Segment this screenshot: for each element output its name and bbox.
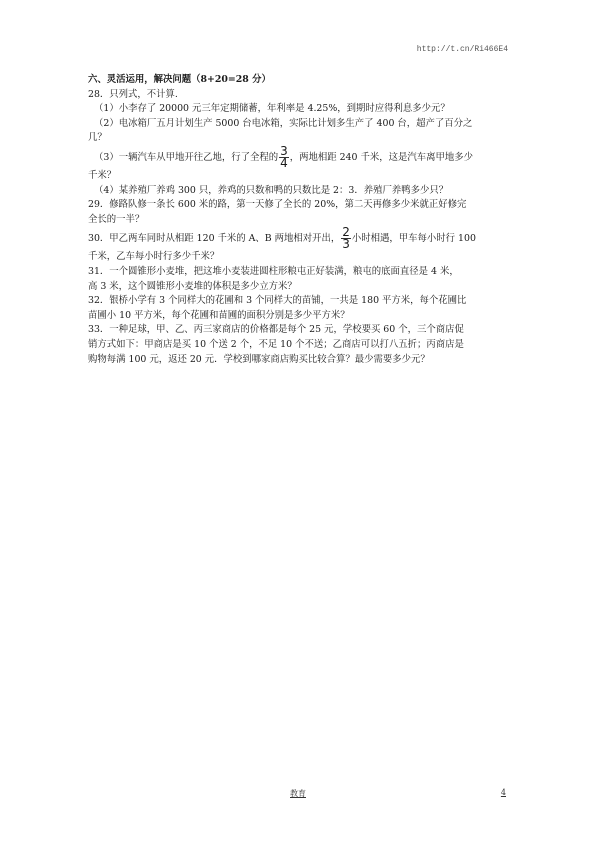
footer-label <box>0 788 596 799</box>
fraction-denominator: 4 <box>280 155 288 170</box>
fraction-denominator: 3 <box>342 237 350 252</box>
q28-part2-line1: （2）电冰箱厂五月计划生产 5000 台电冰箱，实际比计划多生产了 400 台，超产了百分之 <box>94 117 473 129</box>
exam-content <box>88 73 508 367</box>
q30-line2: 千米，乙车每小时行多少千米？ <box>88 251 220 263</box>
q30-text-a: 30．甲乙两车同时从相距 120 千米的 A、B 两地相对开出， <box>88 233 341 245</box>
q33-line3: 购物每满 100 元，返还 20 元．学校到哪家商店购买比较合算？最少需要多少元？ <box>88 353 430 365</box>
q33-line1: 33．一种足球，甲、乙、丙三家商店的价格都是每个 25 元，学校要买 60 个，三个商店促 <box>88 324 464 336</box>
footer-center-text: 教育 <box>290 789 306 798</box>
header-url[interactable]: http://t.cn/Ri466E4 <box>416 45 508 54</box>
q28-intro: 28．只列式，不计算. <box>88 88 178 100</box>
q32-line2: 苗圃小 10 平方米，每个花圃和苗圃的面积分别是多少平方米？ <box>88 309 350 321</box>
fraction-numerator: 2 <box>342 225 350 240</box>
q29-line1: 29．修路队修一条长 600 米的路，第一天修了全长的 20%，第二天再修多少米就正好修完 <box>88 199 467 211</box>
q29-line2: 全长的一半？ <box>88 213 145 225</box>
section-title: 六、灵活运用，解决问题（8+20=28 分） <box>88 74 271 85</box>
q28-part3-line1 <box>88 143 508 170</box>
fraction-three-quarters <box>279 143 289 170</box>
fraction-two-thirds <box>341 227 351 250</box>
q31-line2: 高 3 米，这个圆锥形小麦堆的体积是多少立方米？ <box>88 280 297 292</box>
q28-part1: （1）小李存了 20000 元三年定期储蓄，年利率是 4.25%，到期时应得利息多少元？ <box>94 103 450 115</box>
q32-line1: 32．银桥小学有 3 个同样大的花圃和 3 个同样大的苗铺，一共是 180 平方米，每个花圃比 <box>88 295 467 307</box>
q28-part2-line2: 几？ <box>88 132 107 144</box>
page-number: 4 <box>500 788 506 797</box>
q28-part4: （4）某养殖厂养鸡 300 只，养鸡的只数和鸭的只数比是 2：3．养殖厂养鸭多少只？ <box>94 184 449 196</box>
q31-line1: 31．一个圆锥形小麦堆，把这堆小麦装进圆柱形粮屯正好装满，粮屯的底面直径是 4 米， <box>88 265 459 277</box>
q28-part3-text-a: （3）一辆汽车从甲地开往乙地，行了全程的 <box>94 151 279 163</box>
fraction-numerator: 3 <box>280 143 288 158</box>
q28-part3-text-b: ，两地相距 240 千米，这是汽车离甲地多少 <box>289 151 473 163</box>
q28-part3-line2: 千米？ <box>88 169 117 181</box>
q33-line2: 销方式如下：甲商店是买 10 个送 2 个，不足 10 个不送；乙商店可以打八五折；丙商店是 <box>88 338 464 350</box>
q30-line1 <box>88 227 508 250</box>
q30-text-b: 小时相遇，甲车每小时行 100 <box>351 233 476 245</box>
